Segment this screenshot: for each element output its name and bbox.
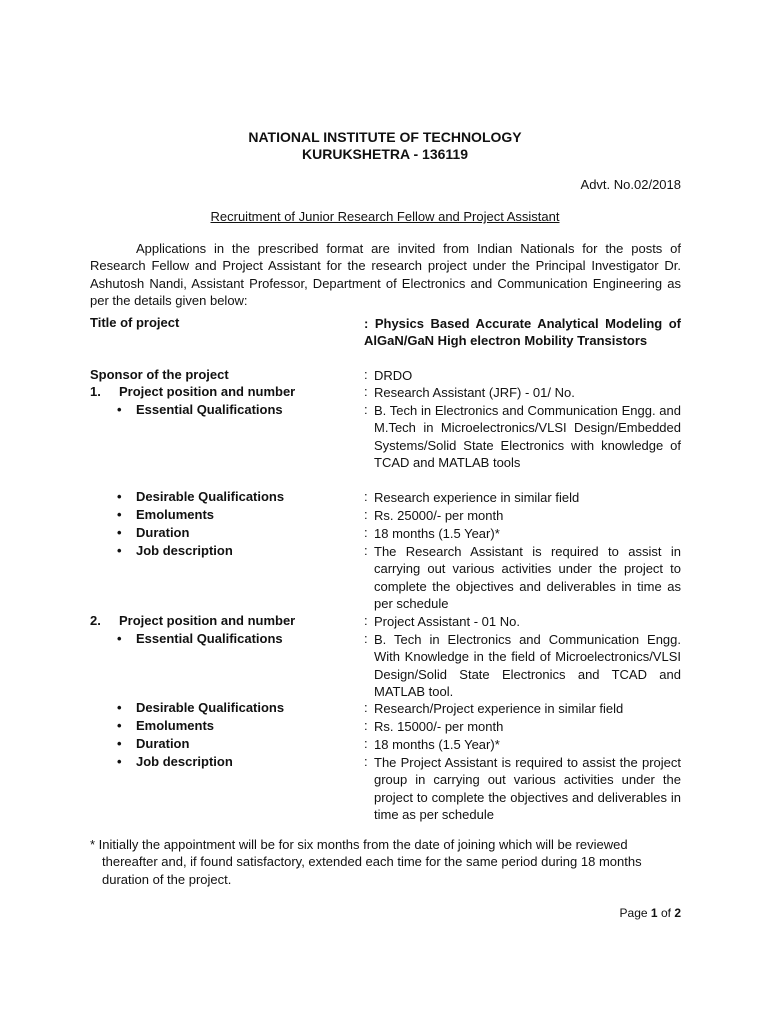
- colon: :: [364, 631, 368, 646]
- title-label: Title of project: [90, 315, 180, 330]
- advertisement-number: Advt. No.02/2018: [580, 177, 681, 192]
- colon: :: [364, 718, 368, 733]
- duration-label: Duration: [136, 525, 190, 540]
- position-2-desirable-item: [117, 700, 284, 715]
- colon: :: [364, 613, 368, 628]
- bullet: •: [117, 754, 122, 769]
- position-1-emoluments-item: [117, 507, 214, 522]
- emoluments-label: Emoluments: [136, 718, 215, 733]
- colon: :: [364, 384, 368, 399]
- colon: :: [364, 507, 368, 522]
- duration-label: Duration: [136, 736, 190, 751]
- job-label: Job description: [136, 543, 233, 558]
- footnote-line-2: thereafter and, if found satisfactory, extended each time for the same period during 18 months duration of the project.: [102, 854, 642, 887]
- position-2-essential-item: [117, 631, 283, 646]
- title-value: : Physics Based Accurate Analytical Modeling of AlGaN/GaN High electron Mobility Transistors: [364, 316, 681, 349]
- desirable-label: Desirable Qualifications: [136, 489, 285, 504]
- institute-city: KURUKSHETRA - 136119: [302, 146, 468, 162]
- footnote-line-1: * Initially the appointment will be for six months from the date of joining which will be reviewed: [90, 837, 628, 852]
- job-label: Job description: [136, 754, 233, 769]
- intro-paragraph: Applications in the prescribed format are invited from Indian Nationals for the posts of Research Fellow and Project Assistant for the research project under the Principal Investigator Dr. Ashutosh Nandi, Assistant Professor, Department of Electronics and Communication Engineering as per the details given below:: [90, 241, 681, 309]
- position-1-duration-item: [117, 525, 189, 540]
- bullet: •: [117, 507, 122, 522]
- position-2-duration-item: [117, 736, 189, 751]
- position-2-emoluments-item: [117, 718, 214, 733]
- position-2-label: Project position and number: [119, 613, 296, 628]
- bullet: •: [117, 489, 122, 504]
- bullet: •: [117, 718, 122, 733]
- position-1-number: 1.: [90, 384, 101, 399]
- colon: :: [364, 754, 368, 769]
- colon: :: [364, 736, 368, 751]
- essential-label: Essential Qualifications: [136, 631, 283, 646]
- position-2-number: 2.: [90, 613, 101, 628]
- position-1-essential-value: B. Tech in Electronics and Communication Engg. and M.Tech in Microelectronics/VLSI Design/Embedded Systems/Solid State Electronics with knowledge of TCAD and MATLAB tools: [374, 403, 681, 471]
- emoluments-label: Emoluments: [136, 507, 215, 522]
- bullet: •: [117, 736, 122, 751]
- position-2-job-item: [117, 754, 233, 769]
- desirable-label: Desirable Qualifications: [136, 700, 285, 715]
- institute-name: NATIONAL INSTITUTE OF TECHNOLOGY: [248, 129, 522, 145]
- colon: :: [364, 489, 368, 504]
- position-1-job-value: The Research Assistant is required to assist in carrying out various activities under the project to complete the objectives and deliverables in time as per schedule: [374, 544, 681, 612]
- page-number: [620, 906, 681, 920]
- position-2-job-value: The Project Assistant is required to assist the project group in carrying out various activities under the project to complete the objectives and deliverables in time as per schedule: [374, 755, 681, 823]
- page-word: Page: [619, 906, 648, 920]
- colon: :: [364, 367, 368, 382]
- bullet: •: [117, 525, 122, 540]
- of-word: of: [660, 906, 671, 920]
- position-1-duration-value: 18 months (1.5 Year)*: [374, 526, 500, 541]
- position-1-value: Research Assistant (JRF) - 01/ No.: [374, 385, 575, 400]
- bullet: •: [117, 700, 122, 715]
- position-2-duration-value: 18 months (1.5 Year)*: [374, 737, 500, 752]
- sponsor-value: DRDO: [374, 368, 413, 383]
- bullet: •: [117, 543, 122, 558]
- colon: :: [364, 525, 368, 540]
- colon: :: [364, 700, 368, 715]
- current-page: 1: [650, 906, 658, 920]
- bullet: •: [117, 402, 122, 417]
- position-1-label: Project position and number: [119, 384, 296, 399]
- bullet: •: [117, 631, 122, 646]
- footnote: [90, 836, 682, 888]
- position-1-desirable-value: Research experience in similar field: [374, 490, 580, 505]
- position-1-job-item: [117, 543, 233, 558]
- sponsor-label: Sponsor of the project: [90, 367, 229, 382]
- position-2-essential-value: B. Tech in Electronics and Communication Engg. With Knowledge in the field of Microelectronics/VLSI Design/Solid State Electronics and TCAD and MATLAB tool.: [374, 632, 681, 700]
- position-2-desirable-value: Research/Project experience in similar field: [374, 701, 624, 716]
- subject-line: Recruitment of Junior Research Fellow and Project Assistant: [210, 209, 560, 224]
- position-2-value: Project Assistant - 01 No.: [374, 614, 520, 629]
- total-pages: 2: [674, 906, 681, 920]
- position-1-desirable-item: [117, 489, 284, 504]
- colon: :: [364, 402, 368, 417]
- position-2-emoluments-value: Rs. 15000/- per month: [374, 719, 504, 734]
- colon: :: [364, 543, 368, 558]
- position-1-essential-item: [117, 402, 283, 417]
- essential-label: Essential Qualifications: [136, 402, 283, 417]
- position-1-emoluments-value: Rs. 25000/- per month: [374, 508, 504, 523]
